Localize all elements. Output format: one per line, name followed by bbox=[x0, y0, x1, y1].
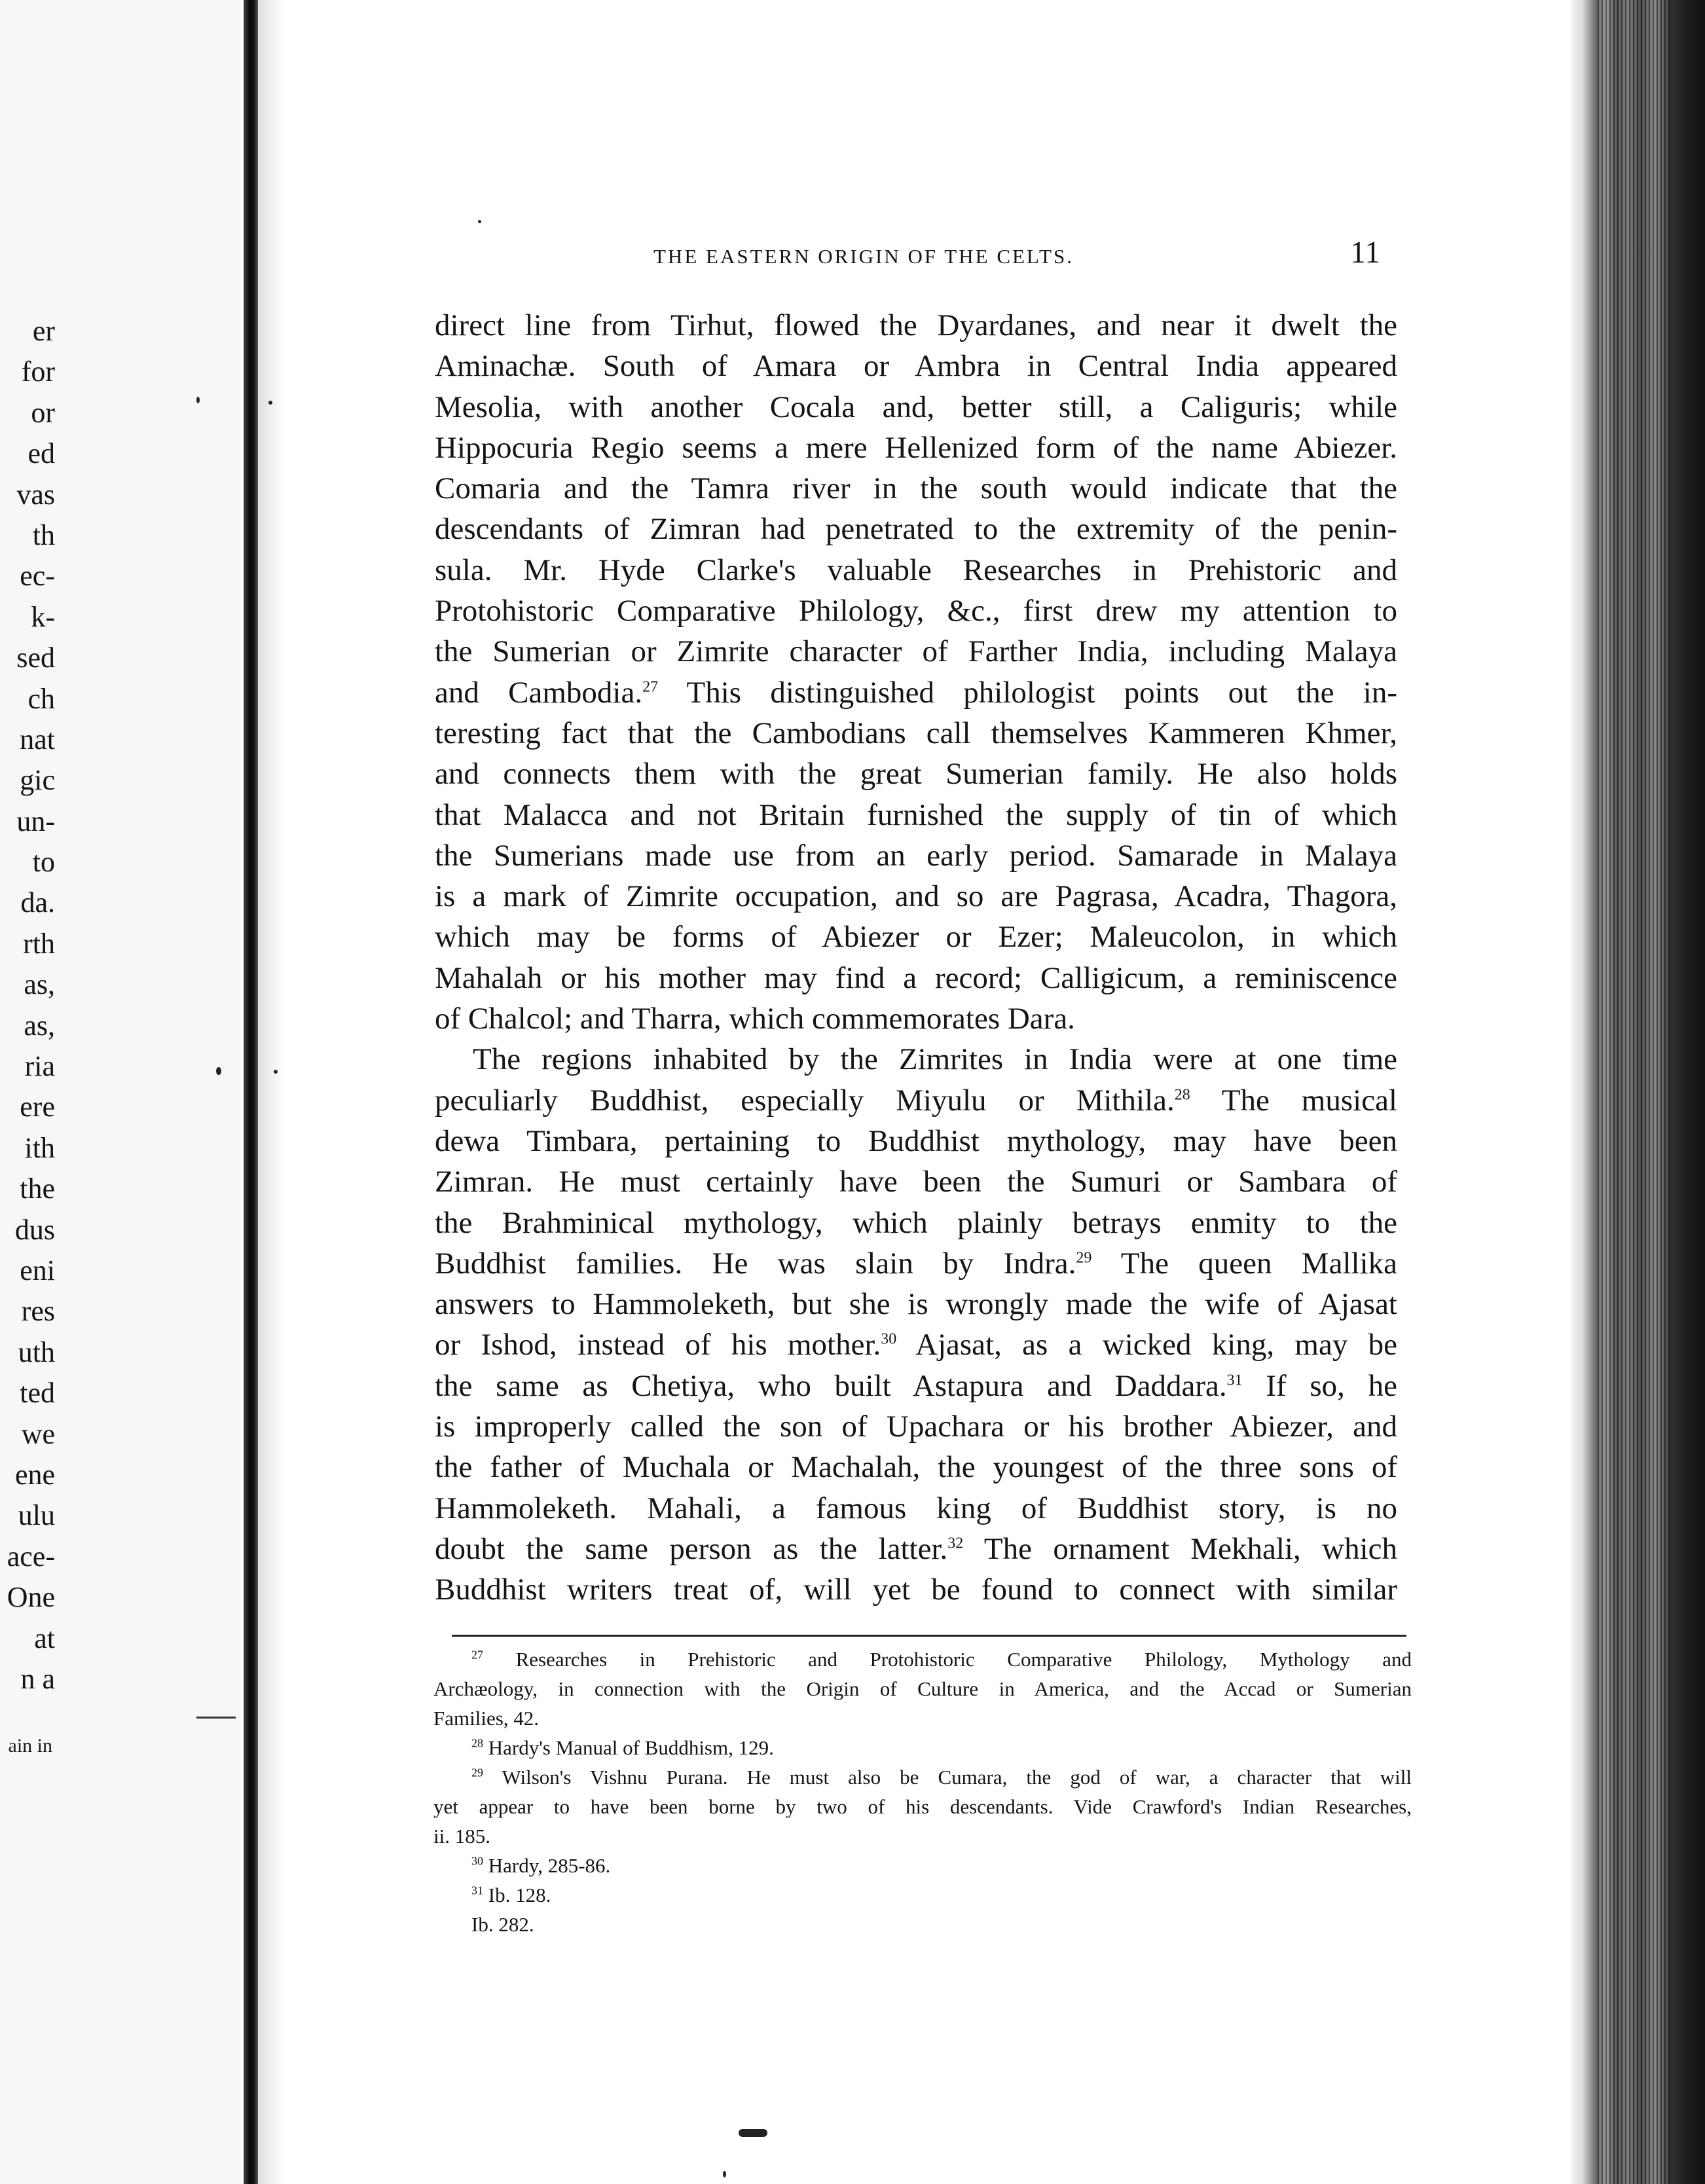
footnote-line bbox=[433, 1763, 1412, 1793]
footnote-reference: 30 bbox=[881, 1330, 897, 1348]
line-text: answers to Hammoleketh, but she is wrongly made the wife of Ajasat bbox=[435, 1287, 1397, 1322]
previous-page-line-fragment: ed bbox=[28, 437, 55, 470]
line-text: Ib. 128. bbox=[483, 1884, 551, 1906]
previous-page-line-fragment: sed bbox=[16, 642, 55, 674]
line-text: descendants of Zimran had penetrated to the extremity of the penin- bbox=[435, 512, 1397, 547]
text-line bbox=[435, 1080, 1397, 1121]
text-line bbox=[435, 795, 1397, 835]
previous-page-line-fragment: ere bbox=[20, 1091, 55, 1123]
text-line bbox=[435, 509, 1397, 549]
text-line bbox=[435, 1569, 1397, 1610]
speck bbox=[274, 1070, 278, 1074]
footnote-reference: 27 bbox=[642, 678, 659, 696]
line-text: Hardy's Manual of Buddhism, 129. bbox=[483, 1736, 774, 1759]
previous-page-line-fragment: da. bbox=[20, 886, 55, 919]
previous-page-line-fragment: rth bbox=[23, 927, 55, 960]
ink-smudge bbox=[739, 2129, 767, 2137]
previous-page-line-fragment: uth bbox=[18, 1336, 55, 1368]
line-text: Archæology, in connection with the Origin of Culture in America, and the Accad or Sumerian bbox=[433, 1677, 1412, 1700]
previous-page-line-fragment: ene bbox=[14, 1458, 55, 1491]
line-text: of Chalcol; and Tharra, which commemorates Dara. bbox=[435, 1002, 1075, 1036]
line-text: Families, 42. bbox=[433, 1707, 540, 1730]
line-text: Hippocuria Regio seems a mere Hellenized form of the name Abiezer. bbox=[435, 430, 1397, 465]
text-line bbox=[435, 591, 1397, 631]
book-gutter bbox=[244, 0, 258, 2184]
line-text: Aminachæ. South of Amara or Ambra in Central India appeared bbox=[435, 349, 1397, 384]
previous-page-fragment bbox=[0, 0, 242, 2184]
line-text: Wilson's Vishnu Purana. He must also be Cumara, the god of war, a character that will bbox=[483, 1766, 1412, 1789]
line-text: yet appear to have been borne by two of his descendants. Vide Crawford's Indian Researches, bbox=[433, 1795, 1412, 1818]
text-line bbox=[435, 1529, 1397, 1569]
text-line bbox=[435, 305, 1397, 346]
previous-page-line-fragment: ted bbox=[20, 1377, 55, 1410]
previous-page-line-fragment: dus bbox=[14, 1213, 55, 1246]
footnote-rule bbox=[452, 1635, 1406, 1637]
previous-page-footnote-fragment: ain in bbox=[8, 1735, 52, 1756]
text-line bbox=[435, 1284, 1397, 1324]
text-line bbox=[435, 1447, 1397, 1487]
text-line bbox=[435, 1488, 1397, 1529]
footnote-reference: 28 bbox=[1174, 1085, 1190, 1103]
previous-page-line-fragment: th bbox=[32, 519, 55, 551]
previous-page-line-fragment: er bbox=[32, 315, 55, 347]
page-edge-stripes bbox=[1598, 0, 1670, 2184]
text-line bbox=[435, 428, 1397, 468]
speck bbox=[268, 401, 272, 405]
line-text: or Ishod, instead of his mother. bbox=[435, 1328, 881, 1362]
footnote-marker: 30 bbox=[471, 1854, 483, 1868]
text-line bbox=[435, 917, 1397, 957]
previous-page-line-fragment: ith bbox=[24, 1131, 55, 1164]
text-line bbox=[435, 876, 1397, 917]
previous-page-line-fragment: for bbox=[21, 355, 55, 388]
line-text: Comaria and the Tamra river in the south would indicate that the bbox=[435, 471, 1397, 506]
line-text: is improperly called the son of Upachara or his brother Abiezer, and bbox=[435, 1410, 1397, 1444]
previous-page-line-fragment: ulu bbox=[18, 1499, 55, 1532]
text-line bbox=[435, 1366, 1397, 1406]
line-text: peculiarly Buddhist, especially Miyulu or Mithila. bbox=[435, 1083, 1175, 1118]
body-text bbox=[435, 305, 1397, 1611]
line-text: direct line from Tirhut, flowed the Dyardanes, and near it dwelt the bbox=[435, 308, 1397, 342]
text-line bbox=[435, 1039, 1397, 1080]
line-text: Mahalah or his mother may find a record; Calligicum, a reminiscence bbox=[435, 960, 1397, 995]
line-text: sula. Mr. Hyde Clarke's valuable Researches in Prehistoric and bbox=[435, 553, 1397, 587]
footnote-line bbox=[433, 1881, 1412, 1910]
line-text: Protohistoric Comparative Philology, &c., first drew my attention to bbox=[435, 594, 1397, 628]
text-line bbox=[435, 1243, 1397, 1284]
line-text: the Sumerian or Zimrite character of Farther India, including Malaya bbox=[435, 634, 1397, 669]
speck bbox=[723, 2171, 726, 2177]
previous-page-line-fragment: vas bbox=[16, 478, 55, 511]
line-text: and Cambodia. bbox=[435, 675, 643, 710]
text-line bbox=[435, 1203, 1397, 1243]
previous-page-line-fragment: we bbox=[21, 1417, 55, 1450]
previous-page-line-fragment: nat bbox=[20, 723, 55, 755]
line-text-continued: This distinguished philologist points out the in- bbox=[658, 675, 1397, 710]
previous-page-line-fragment: gic bbox=[20, 764, 55, 797]
text-line bbox=[435, 468, 1397, 509]
text-line bbox=[435, 1121, 1397, 1161]
previous-page-line-fragment: to bbox=[32, 846, 55, 879]
speck bbox=[196, 397, 200, 403]
line-text: the same as Chetiya, who built Astapura and Daddara. bbox=[435, 1368, 1227, 1403]
footnote-line bbox=[433, 1851, 1412, 1881]
footnote-line bbox=[433, 1704, 1412, 1734]
previous-page-line-fragment: at bbox=[34, 1622, 55, 1654]
line-text: Hammoleketh. Mahali, a famous king of Buddhist story, is no bbox=[435, 1491, 1397, 1525]
text-line bbox=[435, 631, 1397, 672]
previous-page-line-fragment: ace- bbox=[7, 1540, 55, 1573]
line-text: The regions inhabited by the Zimrites in India were at one time bbox=[473, 1042, 1397, 1077]
line-text: Buddhist writers treat of, will yet be found to connect with similar bbox=[435, 1573, 1397, 1607]
previous-page-line-fragment: ec- bbox=[20, 560, 55, 592]
line-text: the Brahminical mythology, which plainly betrays enmity to the bbox=[435, 1205, 1397, 1240]
text-line bbox=[435, 998, 1397, 1039]
line-text: Ib. 282. bbox=[471, 1913, 534, 1936]
previous-page-footnote-rule bbox=[196, 1717, 236, 1719]
text-line bbox=[435, 835, 1397, 876]
footnote-marker: 31 bbox=[471, 1884, 483, 1897]
previous-page-line-fragment: the bbox=[20, 1173, 55, 1205]
line-text: the Sumerians made use from an early period. Samarade in Malaya bbox=[435, 838, 1397, 873]
text-line bbox=[435, 1406, 1397, 1447]
footnote-reference: 31 bbox=[1226, 1372, 1243, 1389]
line-text: ii. 185. bbox=[433, 1825, 490, 1847]
line-text: Hardy, 285-86. bbox=[483, 1854, 611, 1877]
previous-page-line-fragment: eni bbox=[20, 1254, 55, 1286]
line-text: Buddhist families. He was slain by Indra. bbox=[435, 1246, 1076, 1281]
text-line bbox=[435, 550, 1397, 591]
footnote-reference: 32 bbox=[947, 1535, 964, 1552]
line-text-continued: If so, he bbox=[1242, 1368, 1397, 1403]
line-text-continued: The musical bbox=[1190, 1083, 1397, 1118]
text-line bbox=[435, 754, 1397, 794]
running-head: THE EASTERN ORIGIN OF THE CELTS. bbox=[653, 245, 1074, 268]
text-line bbox=[435, 958, 1397, 998]
footnote-line bbox=[433, 1793, 1412, 1822]
footnotes bbox=[433, 1645, 1412, 1940]
previous-page-line-fragment: res bbox=[21, 1295, 55, 1328]
text-line bbox=[435, 346, 1397, 386]
previous-page-line-fragment: ch bbox=[28, 682, 55, 715]
line-text: dewa Timbara, pertaining to Buddhist mythology, may have been bbox=[435, 1123, 1397, 1158]
previous-page-line-fragment: as, bbox=[24, 1009, 55, 1042]
footnote-line bbox=[433, 1822, 1412, 1851]
previous-page-line-fragment: ria bbox=[24, 1050, 55, 1083]
line-text: doubt the same person as the latter. bbox=[435, 1531, 948, 1566]
page-number: 11 bbox=[1350, 235, 1381, 270]
text-line bbox=[435, 387, 1397, 428]
footnote-marker: 29 bbox=[471, 1766, 483, 1779]
footnote-marker: 27 bbox=[471, 1648, 483, 1662]
text-line bbox=[435, 1161, 1397, 1202]
line-text: that Malacca and not Britain furnished the supply of tin of which bbox=[435, 797, 1397, 832]
footnote-reference: 29 bbox=[1076, 1249, 1092, 1267]
footnote-line bbox=[433, 1645, 1412, 1675]
line-text-continued: The ornament Mekhali, which bbox=[963, 1531, 1397, 1566]
line-text: is a mark of Zimrite occupation, and so are Pagrasa, Acadra, Thagora, bbox=[435, 879, 1397, 914]
line-text: Zimran. He must certainly have been the Sumuri or Sambara of bbox=[435, 1165, 1397, 1199]
speck bbox=[478, 220, 481, 223]
line-text: the father of Muchala or Machalah, the youngest of the three sons of bbox=[435, 1450, 1397, 1485]
previous-page-line-fragment: un- bbox=[16, 805, 55, 837]
footnote-marker: 28 bbox=[471, 1736, 483, 1750]
previous-page-line-fragment: One bbox=[7, 1581, 55, 1614]
text-line bbox=[435, 672, 1397, 713]
footnote-line bbox=[433, 1910, 1412, 1940]
gutter-shadow bbox=[258, 0, 284, 2184]
previous-page-line-fragments bbox=[0, 311, 242, 1700]
previous-page-line-fragment: k- bbox=[31, 600, 55, 633]
speck bbox=[216, 1067, 221, 1075]
line-text-continued: Ajasat, as a wicked king, may be bbox=[896, 1328, 1397, 1362]
previous-page-line-fragment: as, bbox=[24, 968, 55, 1001]
previous-page-line-fragment: or bbox=[31, 396, 55, 429]
footnote-line bbox=[433, 1675, 1412, 1704]
text-line bbox=[435, 713, 1397, 754]
previous-page-line-fragment: n a bbox=[20, 1662, 55, 1695]
line-text: Mesolia, with another Cocala and, better still, a Caliguris; while bbox=[435, 390, 1397, 424]
line-text-continued: The queen Mallika bbox=[1091, 1246, 1397, 1281]
line-text: and connects them with the great Sumerian family. He also holds bbox=[435, 757, 1397, 792]
line-text: which may be forms of Abiezer or Ezer; Maleucolon, in which bbox=[435, 920, 1397, 955]
text-line bbox=[435, 1324, 1397, 1365]
line-text: Researches in Prehistoric and Protohistoric Comparative Philology, Mythology and bbox=[483, 1648, 1412, 1671]
line-text: teresting fact that the Cambodians call themselves Kammeren Khmer, bbox=[435, 716, 1397, 750]
footnote-line bbox=[433, 1734, 1412, 1763]
